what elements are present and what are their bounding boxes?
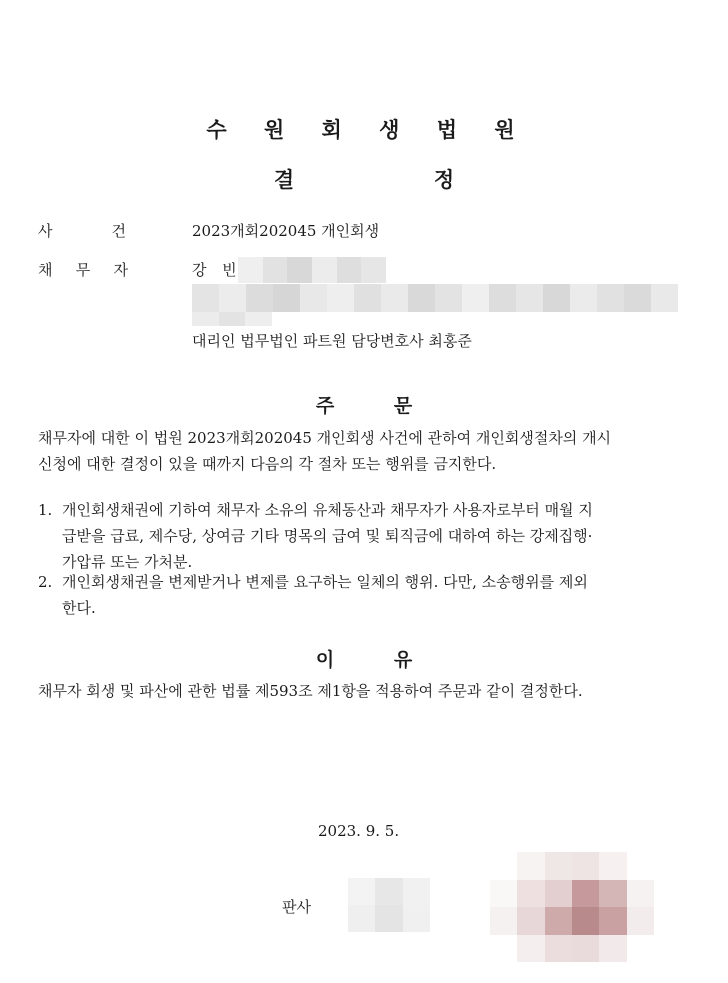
redacted-judge-name [348,878,430,932]
redacted-debtor-address-line2 [192,312,272,326]
order-heading: 주 문 [315,395,413,417]
redacted-debtor-address [192,284,678,312]
judge-label: 판사 [282,898,311,916]
debtor-name: 강 빈 [192,261,237,279]
redacted-judge-seal [490,852,654,962]
debtor-label: 채 무 자 [38,261,128,279]
doc-title-right: 정 [433,168,455,192]
redacted-debtor-name [238,257,386,283]
case-number: 2023개회202045 개인회생 [192,222,380,240]
decision-date: 2023. 9. 5. [318,822,400,840]
document-title [0,164,728,194]
doc-title-left: 결 [273,168,295,192]
order-intro-line2: 신청에 대한 결정이 있을 때까지 다음의 각 절차 또는 행위를 금지한다. [38,455,497,473]
reason-text: 채무자 회생 및 파산에 관한 법률 제593조 제1항을 적용하여 주문과 같이 결정한다. [38,682,583,700]
agent-info: 대리인 법무법인 파트원 담당변호사 최홍준 [192,332,472,350]
case-label: 사 건 [38,222,126,240]
reason-heading: 이 유 [315,649,413,671]
order-intro-line1: 채무자에 대한 이 법원 2023개회202045 개인회생 사건에 관하여 개인회생절차의 개시 [38,429,612,447]
court-name: 수 원 회 생 법 원 [206,118,530,142]
